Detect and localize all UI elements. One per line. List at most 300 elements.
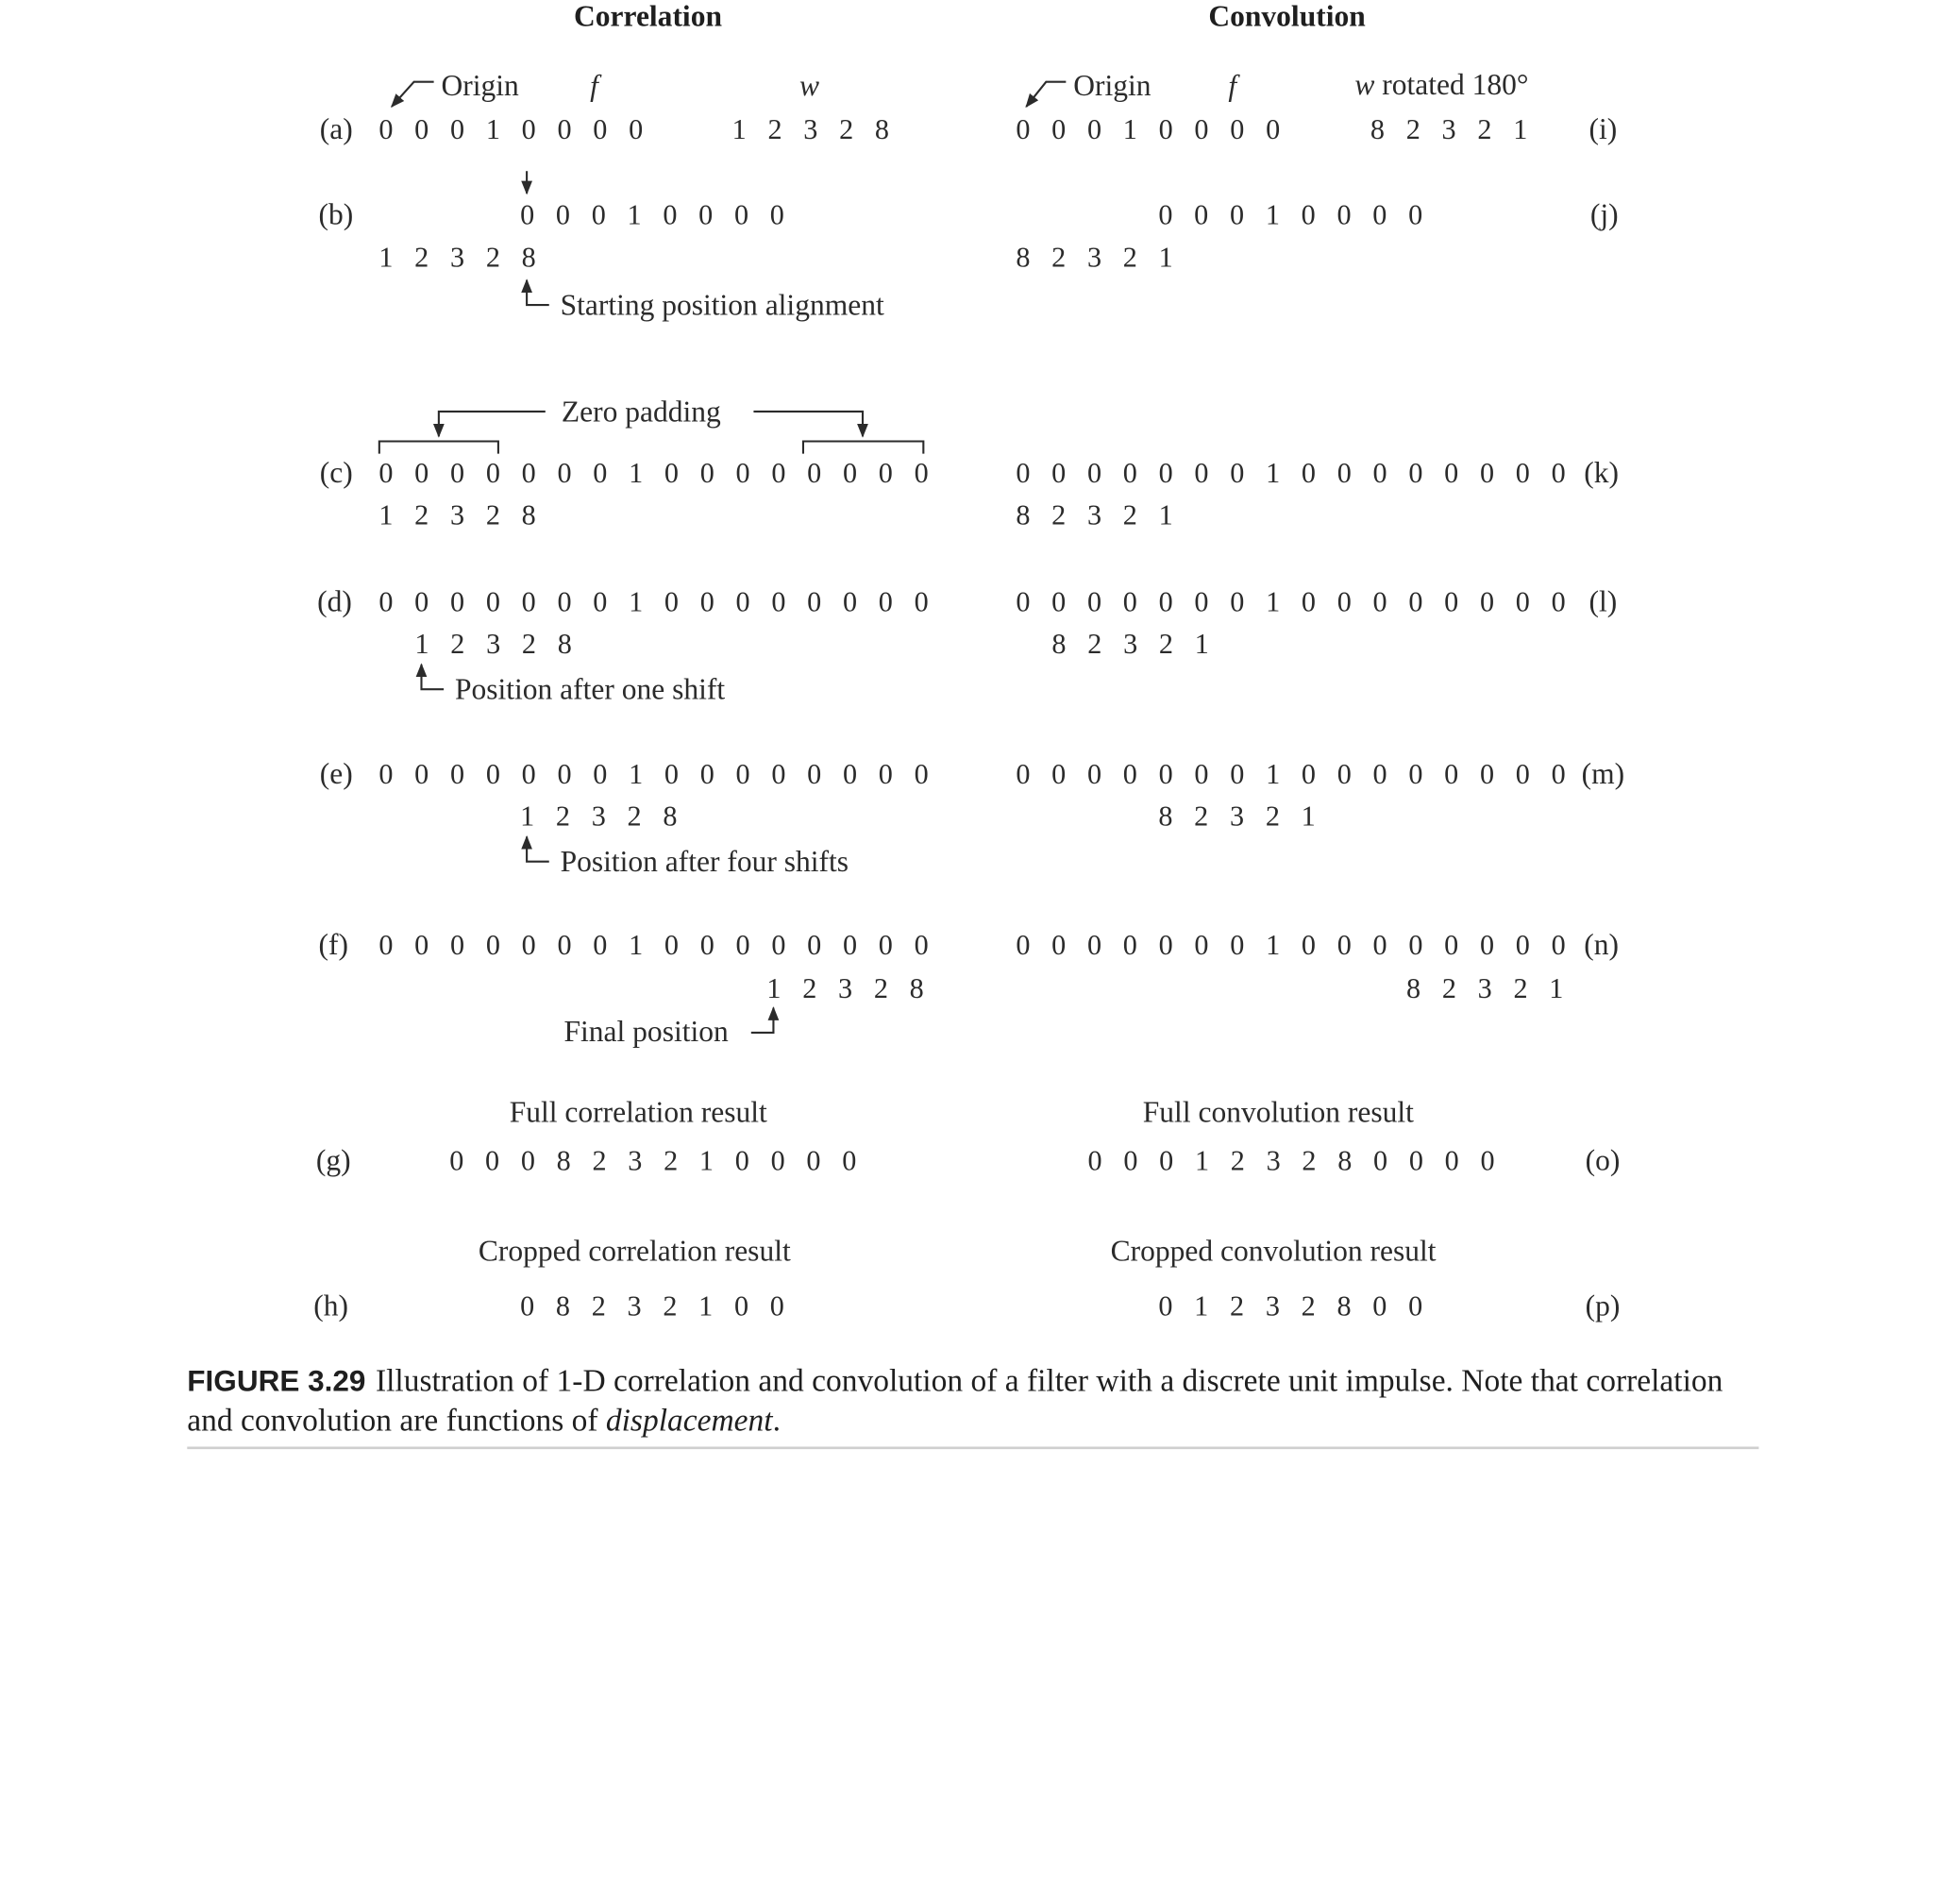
sequence-value: 0 <box>414 586 429 617</box>
sequence-value: 1 <box>520 800 535 833</box>
label-d: (d) <box>317 586 352 619</box>
sequence-value: 1 <box>629 586 644 617</box>
sequence-value: 0 <box>1336 929 1352 961</box>
sequence-value: 0 <box>1158 758 1173 790</box>
seq-d-w <box>404 630 582 658</box>
seq-k-f <box>1005 459 1576 487</box>
sequence-value: 0 <box>878 758 893 790</box>
sequence-value: 0 <box>449 758 465 790</box>
sequence-value: 3 <box>591 800 606 833</box>
seq-k-w <box>1005 501 1184 530</box>
sequence-value: 2 <box>1265 800 1280 833</box>
sequence-value: 0 <box>414 758 429 790</box>
sequence-value: 3 <box>486 628 501 660</box>
figure-number: FIGURE 3.29 <box>187 1364 366 1399</box>
sequence-value: 3 <box>627 1290 642 1322</box>
label-n: (n) <box>1584 929 1620 963</box>
sequence-value: 0 <box>557 758 572 790</box>
sequence-value: 0 <box>520 1290 535 1322</box>
sequence-value: 2 <box>450 628 465 660</box>
sequence-value: 0 <box>521 929 536 961</box>
seq-a-f <box>368 115 654 143</box>
sequence-value: 0 <box>378 113 394 145</box>
sequence-value: 0 <box>1194 586 1209 617</box>
sequence-value: 0 <box>1230 457 1245 489</box>
sequence-value: 0 <box>1408 1290 1423 1322</box>
origin-label-left: Origin <box>441 70 519 103</box>
sequence-value: 0 <box>1408 457 1423 489</box>
sequence-value: 1 <box>1266 457 1281 489</box>
sequence-value: 0 <box>1336 586 1352 617</box>
sequence-value: 0 <box>555 199 570 231</box>
sequence-value: 8 <box>1051 628 1067 660</box>
sequence-value: 1 <box>627 199 642 231</box>
sequence-value: 0 <box>1372 929 1387 961</box>
sequence-value: 2 <box>1441 972 1456 1004</box>
sequence-value: 0 <box>557 457 572 489</box>
sequence-value: 0 <box>591 199 606 231</box>
sequence-value: 0 <box>414 929 429 961</box>
sequence-value: 0 <box>664 457 679 489</box>
sequence-value: 0 <box>1551 929 1566 961</box>
w-label-left: w <box>799 70 820 103</box>
sequence-value: 0 <box>699 758 714 790</box>
sequence-value: 0 <box>557 113 572 145</box>
sequence-value: 0 <box>1336 457 1352 489</box>
sequence-value: 0 <box>1123 1145 1138 1177</box>
sequence-value: 1 <box>698 1290 714 1322</box>
cropped-correlation-label: Cropped correlation result <box>478 1236 791 1269</box>
sequence-value: 0 <box>449 113 465 145</box>
sequence-value: 0 <box>521 586 536 617</box>
sequence-value: 0 <box>1051 457 1067 489</box>
one-shift-label: Position after one shift <box>454 674 726 707</box>
sequence-value: 0 <box>593 758 608 790</box>
sequence-value: 0 <box>914 586 929 617</box>
label-f: (f) <box>318 929 348 963</box>
sequence-value: 0 <box>449 929 465 961</box>
sequence-value: 0 <box>1515 929 1530 961</box>
sequence-value: 8 <box>1016 242 1031 273</box>
sequence-value: 0 <box>1515 758 1530 790</box>
sequence-value: 0 <box>1230 758 1245 790</box>
sequence-value: 0 <box>593 586 608 617</box>
sequence-value: 8 <box>874 113 889 145</box>
sequence-value: 1 <box>698 1145 714 1177</box>
sequence-value: 0 <box>1016 929 1031 961</box>
seq-j-w <box>1005 243 1184 271</box>
sequence-value: 2 <box>839 113 854 145</box>
sequence-value: 0 <box>1086 113 1102 145</box>
sequence-value: 8 <box>1337 1145 1353 1177</box>
sequence-value: 3 <box>449 499 465 531</box>
f-label-left: f <box>590 70 598 103</box>
sequence-value: 0 <box>449 1145 464 1177</box>
sequence-value: 1 <box>1266 929 1281 961</box>
sequence-value: 0 <box>1158 1290 1173 1322</box>
sequence-value: 0 <box>842 586 858 617</box>
sequence-value: 0 <box>378 929 394 961</box>
sequence-value: 0 <box>1479 457 1495 489</box>
sequence-value: 3 <box>1441 113 1456 145</box>
sequence-value: 0 <box>914 758 929 790</box>
seq-full-convolution <box>1077 1147 1505 1175</box>
seq-e-w <box>510 802 688 831</box>
sequence-value: 0 <box>878 586 893 617</box>
sequence-value: 8 <box>556 1145 571 1177</box>
sequence-value: 0 <box>771 929 786 961</box>
sequence-value: 0 <box>735 586 750 617</box>
sequence-value: 0 <box>1016 586 1031 617</box>
sequence-value: 0 <box>842 1145 857 1177</box>
cropped-convolution-label: Cropped convolution result <box>1110 1236 1437 1269</box>
sequence-value: 0 <box>1194 199 1209 231</box>
sequence-value: 0 <box>1515 586 1530 617</box>
sequence-value: 0 <box>664 586 679 617</box>
sequence-value: 0 <box>1194 113 1209 145</box>
label-j: (j) <box>1589 199 1619 232</box>
sequence-value: 0 <box>1194 457 1209 489</box>
sequence-value: 0 <box>414 457 429 489</box>
sequence-value: 2 <box>485 499 500 531</box>
sequence-value: 0 <box>1158 113 1173 145</box>
sequence-value: 1 <box>1265 199 1280 231</box>
sequence-value: 0 <box>807 586 822 617</box>
sequence-value: 8 <box>555 1290 570 1322</box>
sequence-value: 0 <box>1372 457 1387 489</box>
sequence-value: 0 <box>1158 929 1173 961</box>
seq-b-f <box>510 201 796 229</box>
sequence-value: 1 <box>1194 628 1209 660</box>
sequence-value: 1 <box>1266 586 1281 617</box>
sequence-value: 1 <box>378 242 394 273</box>
sequence-value: 2 <box>627 800 642 833</box>
sequence-value: 2 <box>1122 242 1137 273</box>
sequence-value: 0 <box>1408 586 1423 617</box>
sequence-value: 0 <box>1086 758 1102 790</box>
sequence-value: 3 <box>803 113 818 145</box>
seq-f-f <box>368 931 939 959</box>
sequence-value: 0 <box>1159 1145 1174 1177</box>
sequence-value: 2 <box>802 972 817 1004</box>
sequence-value: 0 <box>914 929 929 961</box>
seq-l-f <box>1005 587 1576 615</box>
sequence-value: 0 <box>769 1290 784 1322</box>
sequence-value: 0 <box>1230 586 1245 617</box>
sequence-value: 0 <box>449 457 465 489</box>
sequence-value: 0 <box>1444 758 1459 790</box>
sequence-value: 0 <box>734 1145 749 1177</box>
sequence-value: 0 <box>663 199 678 231</box>
sequence-value: 3 <box>1123 628 1138 660</box>
sequence-value: 0 <box>1372 1290 1387 1322</box>
sequence-value: 0 <box>593 113 608 145</box>
seq-e-f <box>368 760 939 788</box>
sequence-value: 0 <box>520 199 535 231</box>
seq-m-w <box>1148 802 1326 831</box>
sequence-value: 3 <box>1086 242 1102 273</box>
sequence-value: 0 <box>1551 758 1566 790</box>
sequence-value: 1 <box>629 457 644 489</box>
sequence-value: 0 <box>449 586 465 617</box>
label-b: (b) <box>318 199 354 232</box>
sequence-value: 0 <box>1122 586 1137 617</box>
w-rotated-label <box>1354 71 1528 101</box>
sequence-value: 0 <box>521 457 536 489</box>
sequence-value: 0 <box>378 758 394 790</box>
sequence-value: 1 <box>414 628 429 660</box>
sequence-value: 2 <box>591 1290 606 1322</box>
label-a: (a) <box>319 113 353 146</box>
seq-i-f <box>1005 115 1291 143</box>
sequence-value: 2 <box>1122 499 1137 531</box>
sequence-value: 2 <box>592 1145 607 1177</box>
sequence-value: 0 <box>1372 586 1387 617</box>
figure-caption <box>187 1361 1763 1440</box>
seq-c-w <box>368 501 546 530</box>
sequence-value: 0 <box>1158 457 1173 489</box>
four-shifts-label: Position after four shifts <box>560 846 849 880</box>
sequence-value: 1 <box>378 499 394 531</box>
sequence-value: 2 <box>1051 242 1067 273</box>
sequence-value: 1 <box>766 972 782 1004</box>
caption-rule <box>187 1447 1758 1450</box>
sequence-value: 0 <box>1336 758 1352 790</box>
sequence-value: 0 <box>520 1145 535 1177</box>
sequence-value: 0 <box>771 758 786 790</box>
sequence-value: 3 <box>1266 1145 1281 1177</box>
sequence-value: 0 <box>664 929 679 961</box>
sequence-value: 0 <box>1515 457 1530 489</box>
sequence-value: 0 <box>664 758 679 790</box>
origin-label-right: Origin <box>1073 70 1151 103</box>
sequence-value: 2 <box>1194 800 1209 833</box>
sequence-value: 0 <box>1086 929 1102 961</box>
sequence-value: 0 <box>1373 1145 1388 1177</box>
sequence-value: 0 <box>1444 457 1459 489</box>
label-h: (h) <box>313 1290 348 1323</box>
sequence-value: 8 <box>521 499 536 531</box>
caption-emphasis: displacement <box>605 1402 773 1439</box>
sequence-value: 3 <box>1230 800 1245 833</box>
caption-end: . <box>772 1402 781 1439</box>
four-shifts-arrow <box>527 836 549 861</box>
convolution-header: Convolution <box>1208 1 1366 34</box>
sequence-value: 1 <box>1513 113 1528 145</box>
label-p: (p) <box>1585 1290 1621 1323</box>
sequence-value: 1 <box>629 758 644 790</box>
sequence-value: 3 <box>838 972 853 1004</box>
sequence-value: 0 <box>1444 1145 1459 1177</box>
sequence-value: 2 <box>1230 1290 1245 1322</box>
sequence-value: 0 <box>521 113 536 145</box>
one-shift-arrow <box>421 665 444 689</box>
label-g: (g) <box>315 1145 351 1178</box>
sequence-value: 0 <box>1551 586 1566 617</box>
sequence-value: 2 <box>767 113 782 145</box>
sequence-value: 0 <box>1301 586 1316 617</box>
sequence-value: 0 <box>1372 199 1387 231</box>
starting-position-label: Starting position alignment <box>560 290 884 323</box>
sequence-value: 0 <box>1408 929 1423 961</box>
sequence-value: 8 <box>557 628 572 660</box>
label-m: (m) <box>1581 758 1625 791</box>
sequence-value: 2 <box>1513 972 1528 1004</box>
sequence-value: 2 <box>414 499 429 531</box>
seq-i-w <box>1360 115 1538 143</box>
sequence-value: 2 <box>1230 1145 1245 1177</box>
sequence-value: 0 <box>1051 586 1067 617</box>
sequence-value: 0 <box>1230 929 1245 961</box>
sequence-value: 0 <box>771 457 786 489</box>
seq-l-w <box>1041 630 1219 658</box>
sequence-value: 0 <box>842 457 858 489</box>
seq-f-w <box>756 974 934 1003</box>
label-k: (k) <box>1584 457 1620 490</box>
sequence-value: 0 <box>1479 758 1495 790</box>
sequence-value: 0 <box>699 929 714 961</box>
sequence-value: 1 <box>1158 499 1173 531</box>
sequence-value: 0 <box>1372 758 1387 790</box>
seq-cropped-convolution <box>1148 1291 1434 1320</box>
origin-arrow-left <box>392 82 434 107</box>
sequence-value: 0 <box>1551 457 1566 489</box>
sequence-value: 1 <box>1194 1145 1210 1177</box>
sequence-value: 0 <box>485 1145 500 1177</box>
sequence-value: 2 <box>1158 628 1173 660</box>
seq-full-correlation <box>439 1147 867 1175</box>
sequence-value: 2 <box>485 242 500 273</box>
sequence-value: 1 <box>629 929 644 961</box>
zero-padding-bracket-right <box>803 441 923 453</box>
sequence-value: 0 <box>1194 929 1209 961</box>
sequence-value: 0 <box>1158 586 1173 617</box>
sequence-value: 2 <box>1051 499 1067 531</box>
sequence-value: 8 <box>909 972 924 1004</box>
sequence-value: 0 <box>807 457 822 489</box>
sequence-value: 0 <box>1301 929 1316 961</box>
final-position-arrow <box>751 1008 774 1033</box>
sequence-value: 3 <box>449 242 465 273</box>
sequence-value: 0 <box>914 457 929 489</box>
sequence-value: 8 <box>1158 800 1173 833</box>
sequence-value: 0 <box>807 758 822 790</box>
sequence-value: 0 <box>1194 758 1209 790</box>
sequence-value: 0 <box>699 457 714 489</box>
sequence-value: 0 <box>1408 758 1423 790</box>
sequence-value: 1 <box>1301 800 1316 833</box>
sequence-value: 0 <box>485 929 500 961</box>
seq-c-f <box>368 459 939 487</box>
sequence-value: 8 <box>1016 499 1031 531</box>
sequence-value: 0 <box>1230 199 1245 231</box>
sequence-value: 0 <box>1086 457 1102 489</box>
sequence-value: 0 <box>699 586 714 617</box>
sequence-value: 0 <box>629 113 644 145</box>
seq-j-f <box>1148 201 1434 229</box>
sequence-value: 1 <box>1122 113 1137 145</box>
label-l: (l) <box>1588 586 1618 619</box>
sequence-value: 0 <box>733 1290 749 1322</box>
sequence-value: 2 <box>664 1145 679 1177</box>
sequence-value: 0 <box>1301 457 1316 489</box>
sequence-value: 0 <box>1122 758 1137 790</box>
zero-padding-bracket-left <box>379 441 498 453</box>
sequence-value: 0 <box>1301 758 1316 790</box>
sequence-value: 0 <box>1479 586 1495 617</box>
sequence-value: 0 <box>769 199 784 231</box>
sequence-value: 1 <box>485 113 500 145</box>
sequence-value: 0 <box>878 929 893 961</box>
sequence-value: 0 <box>593 929 608 961</box>
sequence-value: 0 <box>1230 113 1245 145</box>
sequence-value: 0 <box>414 113 429 145</box>
sequence-value: 1 <box>1194 1290 1209 1322</box>
sequence-value: 8 <box>1336 1290 1352 1322</box>
sequence-value: 0 <box>771 586 786 617</box>
sequence-value: 0 <box>557 929 572 961</box>
sequence-value: 0 <box>1479 929 1495 961</box>
sequence-value: 0 <box>842 758 858 790</box>
sequence-value: 3 <box>1086 499 1102 531</box>
sequence-value: 0 <box>842 929 858 961</box>
sequence-value: 0 <box>485 586 500 617</box>
starting-position-arrow <box>527 280 549 305</box>
sequence-value: 0 <box>378 457 394 489</box>
sequence-value: 0 <box>1051 758 1067 790</box>
sequence-value: 0 <box>485 457 500 489</box>
final-position-label: Final position <box>563 1016 729 1049</box>
origin-arrow-right <box>1026 82 1066 107</box>
sequence-value: 8 <box>1406 972 1421 1004</box>
sequence-value: 0 <box>770 1145 785 1177</box>
label-i: (i) <box>1588 113 1618 146</box>
seq-m-f <box>1005 760 1576 788</box>
sequence-value: 0 <box>1444 929 1459 961</box>
sequence-value: 0 <box>698 199 714 231</box>
sequence-value: 0 <box>1301 199 1316 231</box>
sequence-value: 0 <box>521 758 536 790</box>
zero-padding-label: Zero padding <box>561 396 721 430</box>
zero-padding-arrow-right <box>753 412 863 436</box>
sequence-value: 0 <box>735 929 750 961</box>
sequence-value: 3 <box>1477 972 1492 1004</box>
sequence-value: 0 <box>735 457 750 489</box>
sequence-value: 2 <box>1087 628 1102 660</box>
sequence-value: 2 <box>1477 113 1492 145</box>
sequence-value: 0 <box>1336 199 1352 231</box>
full-correlation-label: Full correlation result <box>509 1097 767 1130</box>
sequence-value: 0 <box>878 457 893 489</box>
label-o: (o) <box>1585 1145 1621 1178</box>
sequence-value: 2 <box>873 972 888 1004</box>
sequence-value: 0 <box>557 586 572 617</box>
sequence-value: 0 <box>1051 929 1067 961</box>
seq-b-w <box>368 243 546 271</box>
sequence-value: 0 <box>1444 586 1459 617</box>
label-e: (e) <box>319 758 353 791</box>
sequence-value: 0 <box>1122 929 1137 961</box>
sequence-value: 2 <box>555 800 570 833</box>
sequence-value: 8 <box>663 800 678 833</box>
sequence-value: 0 <box>1408 199 1423 231</box>
sequence-value: 0 <box>1051 113 1067 145</box>
sequence-value: 0 <box>1016 113 1031 145</box>
sequence-value: 2 <box>663 1290 678 1322</box>
full-convolution-label: Full convolution result <box>1142 1097 1414 1130</box>
sequence-value: 0 <box>1086 586 1102 617</box>
w-rotated-text: rotated 180° <box>1374 69 1529 102</box>
